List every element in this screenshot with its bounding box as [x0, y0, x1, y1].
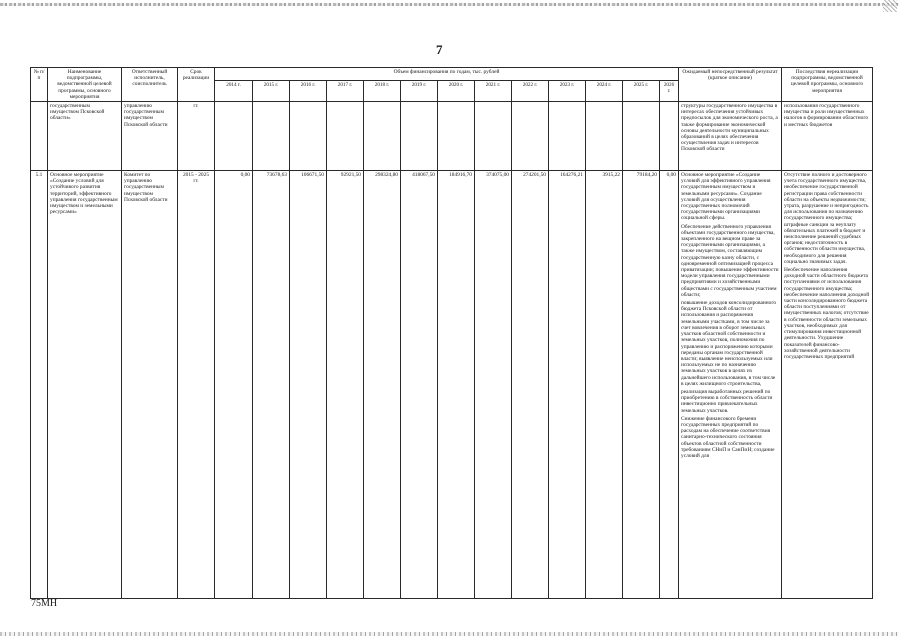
cell-value — [475, 102, 512, 171]
cell-period: 2015 - 2025 гг. — [178, 171, 215, 599]
cell-value: 73678,63 — [253, 171, 290, 599]
cell-value — [660, 102, 679, 171]
cell-value: 274201,50 — [512, 171, 549, 599]
cell-consequences — [782, 171, 873, 599]
header-period: Срок реализации — [178, 68, 215, 102]
header-num: № п/п — [31, 68, 48, 102]
header-name: Наименование подпрограммы, ведомственной целевой программы, основного мероприятия — [48, 68, 122, 102]
result-paragraph: реализация выработанных решений по приобретению в собственность области инвестиционно привлекательных земельных участков. — [681, 388, 773, 414]
result-paragraph: Обеспечение действенного управления объектами государственного имущества, закрепленного на вещном праве за государственными организациями, а также имуществом, составляющим государственную казну области, с одновременной оптимизацией процесса приватизации; повышение эффективности модели управления государственными предприятиями и хозяйственными обществами с государственным участием области; — [681, 223, 779, 298]
header-year: 2020 г. — [438, 80, 475, 101]
header-consequences: Последствия нереализации подпрограммы, ведомственной целевой программы, основного мероприятия — [782, 68, 873, 102]
cell-value — [549, 102, 586, 171]
header-result: Ожидаемый непосредственный результат (краткое описание) — [679, 68, 782, 102]
consequences-paragraph: Необеспечение наполнения доходной части областного бюджета поступлениями от использования государственного имущества; необеспечение наполнения доходной части консолидированного бюджета области поступлениями от имущественных налогов; отсутствие в собственности области земельных участков, необходимых для стимулирования инвестиционной деятельности. Ухудшение показателей финансово-хозяйственной деятельности государственных предприятий — [784, 267, 870, 360]
header-year: 2024 г. — [586, 80, 623, 101]
header-year: 2021 г. — [475, 80, 512, 101]
scan-artifact-corner — [883, 0, 897, 12]
result-paragraph: повышение доходов консолидированного бюджета Псковской области от использования и распоряжения земельными участками, в том числе за счет вовлечения в оборот земельных участков областной собственности и земельных участков, полномочия по управлению и распоряжению которыми переданы органам государственной власти; выявление неиспользуемых или используемых не по назначению земельных участков в целях их дальнейшего использования, в том числе в целях жилищного строительства, — [681, 300, 777, 387]
cell-value — [327, 102, 364, 171]
cell-value: 0,00 — [215, 171, 253, 599]
cell-value — [290, 102, 327, 171]
cell-name: государственным имуществом Псковской области» — [48, 102, 122, 171]
header-year: 2019 г. — [401, 80, 438, 101]
scan-artifact-top — [0, 3, 899, 6]
header-executor: Ответственный исполнитель, соисполнитель — [122, 68, 178, 102]
cell-value: 298324,80 — [364, 171, 401, 599]
cell-value: 184916,70 — [438, 171, 475, 599]
table-row — [31, 171, 873, 599]
header-year: 2025 г. — [623, 80, 660, 101]
cell-num: 5.1 — [31, 171, 48, 599]
footer-code: 75МН — [31, 598, 58, 609]
cell-value — [253, 102, 290, 171]
header-year: 2014 г. — [215, 80, 253, 101]
cell-name: Основное мероприятие «Создание условий для устойчивого развития территорий, эффективного управления государственным имуществом и земельными ресурсами» — [48, 171, 122, 599]
cell-consequences: использования государственного имущества и роли имущественных налогов в формировании областного и местных бюджетов — [782, 102, 873, 171]
table-header-row-1 — [31, 68, 873, 81]
cell-value — [623, 102, 660, 171]
cell-value — [438, 102, 475, 171]
cell-value: 164276,21 — [549, 171, 586, 599]
cell-value: 418067,50 — [401, 171, 438, 599]
cell-period: гг. — [178, 102, 215, 171]
cell-value — [401, 102, 438, 171]
cell-executor: Комитет по управлению государственным имуществом Псковской области — [122, 171, 178, 599]
cell-executor: управлению государственным имуществом Псковской области — [122, 102, 178, 171]
consequences-paragraph: Отсутствие полного и достоверного учета государственного имущества, необеспечение государственной регистрации права собственности области на объекты недвижимости; утрата, разрушение и непригодность для использования по назначению государственного имущества; штрафные санкции за неуплату обязательных платежей в бюджет и неисполнение решений судебных органов; недостаточность в собственности области имущества, необходимого для решения социально значимых задач. — [784, 172, 869, 265]
header-year: 2015 г. — [253, 80, 290, 101]
cell-value: 374075,00 — [475, 171, 512, 599]
cell-value — [215, 102, 253, 171]
cell-value: 79184,20 — [623, 171, 660, 599]
funding-table — [30, 67, 873, 599]
header-year: 2018 г. — [364, 80, 401, 101]
page-number: 7 — [436, 42, 443, 57]
cell-value — [586, 102, 623, 171]
cell-result: структуры государственного имущества в интересах обеспечения устойчивых предпосылок для экономического роста, а также формирование экономической основы деятельности муниципальных образований в целях обеспечения осуществления задач и интересов Псковской области — [679, 102, 782, 171]
cell-value: 0,00 — [660, 171, 679, 599]
table-row — [31, 102, 873, 171]
header-year: 2017 г. — [327, 80, 364, 101]
header-year: 2026 г. — [660, 80, 679, 101]
header-funding: Объем финансирования по годам, тыс. рублей — [215, 68, 679, 81]
cell-value — [512, 102, 549, 171]
cell-value — [364, 102, 401, 171]
cell-result — [679, 171, 782, 599]
result-paragraph: Основное мероприятие «Создание условий для эффективного управления государственным имуществом и земельными ресурсами». Создание условий для осуществления государственных полномочий государственными организациями социальной сферы. — [681, 172, 771, 222]
cell-value: 3915,22 — [586, 171, 623, 599]
scan-artifact-bottom — [0, 632, 899, 636]
header-year: 2023 г. — [549, 80, 586, 101]
header-year: 2016 г. — [290, 80, 327, 101]
cell-value: 106671,50 — [290, 171, 327, 599]
result-paragraph: Снижение финансового бремени государственных предприятий по расходам на обеспечение соответствия санитарно-технического состояния объектов областной собственности требованиям СНиП и СанПиН; создание условий для — [681, 415, 775, 459]
header-year: 2022 г. — [512, 80, 549, 101]
cell-num — [31, 102, 48, 171]
cell-value: 92921,50 — [327, 171, 364, 599]
